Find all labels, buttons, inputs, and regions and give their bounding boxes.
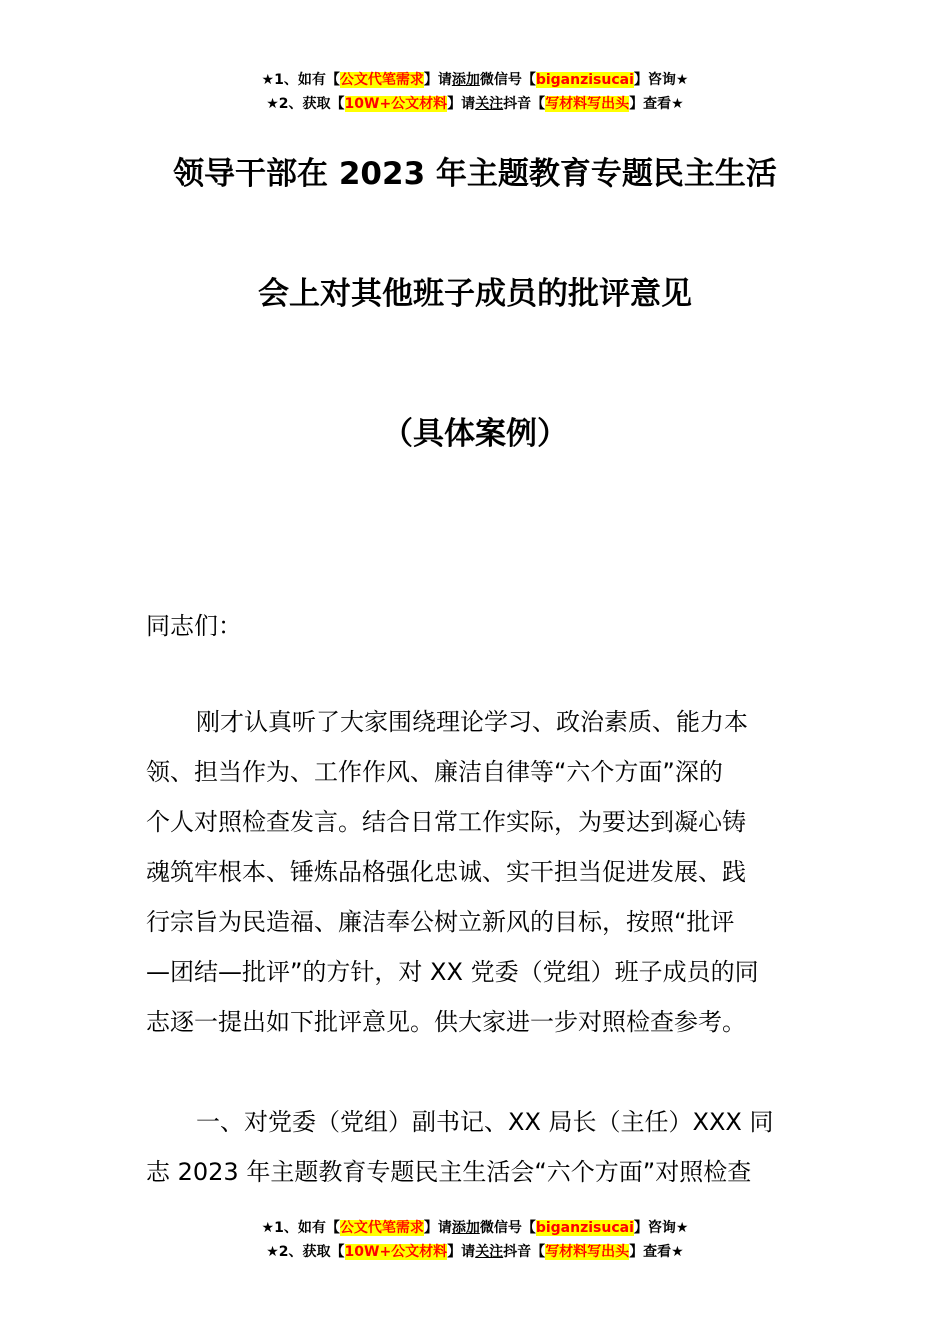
banner-underlined: 关注 (475, 96, 504, 112)
paragraph-1 (146, 697, 806, 1047)
paragraph-line: 领、担当作为、工作作风、廉洁自律等“六个方面”深的 (146, 758, 723, 786)
highlight-wechat-id: biganzisucai (535, 1220, 634, 1236)
salutation: 同志们： (146, 612, 242, 640)
banner-text: 微信号【 (479, 72, 536, 88)
banner-text: 】请 (423, 72, 452, 88)
paragraph-line: 魂筑牢根本、锤炼品格强化忠诚、实干担当促进发展、践 (146, 858, 746, 886)
banner-underlined: 添加 (451, 1220, 480, 1236)
paragraph-line: 行宗旨为民造福、廉洁奉公树立新风的目标，按照“批评 (146, 908, 735, 936)
highlight-materials: 10W+公文材料 (344, 1244, 448, 1260)
banner-text: ★1、如有【 (261, 72, 340, 88)
banner-underlined: 添加 (451, 72, 480, 88)
paragraph-line: —团结—批评”的方针，对 XX 党委（党组）班子成员的同 (146, 958, 759, 986)
highlight-douyin: 写材料写出头 (545, 96, 630, 112)
top-banner (0, 68, 950, 116)
highlight-service: 公文代笔需求 (339, 72, 424, 88)
banner-text: 微信号【 (479, 1220, 536, 1236)
banner-text: 】请 (447, 1244, 476, 1260)
banner-text: 】查看★ (629, 1244, 684, 1260)
banner-text: ★1、如有【 (261, 1220, 340, 1236)
banner-underlined: 关注 (475, 1244, 504, 1260)
banner-text: 】请 (447, 96, 476, 112)
paragraph-line: 一、对党委（党组）副书记、XX 局长（主任）XXX 同 (196, 1108, 774, 1136)
highlight-materials: 10W+公文材料 (344, 96, 448, 112)
banner-text: ★2、获取【 (266, 1244, 345, 1260)
bottom-banner (0, 1216, 950, 1264)
paragraph-2 (146, 1097, 806, 1197)
banner-text: 】咨询★ (633, 1220, 689, 1236)
banner-line-2 (0, 92, 950, 116)
highlight-douyin: 写材料写出头 (545, 1244, 630, 1260)
banner-text: 】请 (423, 1220, 452, 1236)
banner-line-1 (0, 68, 950, 92)
paragraph-line: 刚才认真听了大家围绕理论学习、政治素质、能力本 (196, 708, 748, 736)
highlight-wechat-id: biganzisucai (535, 72, 634, 88)
paragraph-line: 志 2023 年主题教育专题民主生活会“六个方面”对照检查 (146, 1158, 752, 1186)
title-line-1: 领导干部在 2023 年主题教育专题民主生活 (173, 156, 777, 192)
banner-line-1 (0, 1216, 950, 1240)
banner-text: ★2、获取【 (266, 96, 345, 112)
banner-line-2 (0, 1240, 950, 1264)
banner-text: 】查看★ (629, 96, 684, 112)
highlight-service: 公文代笔需求 (339, 1220, 424, 1236)
title-line-3: （具体案例） (382, 416, 568, 452)
paragraph-line: 志逐一提出如下批评意见。供大家进一步对照检查参考。 (146, 1008, 746, 1036)
title-line-2: 会上对其他班子成员的批评意见 (258, 276, 692, 312)
paragraph-line: 个人对照检查发言。结合日常工作实际，为要达到凝心铸 (146, 808, 746, 836)
banner-text: 抖音【 (503, 96, 546, 112)
banner-text: 抖音【 (503, 1244, 546, 1260)
banner-text: 】咨询★ (633, 72, 689, 88)
